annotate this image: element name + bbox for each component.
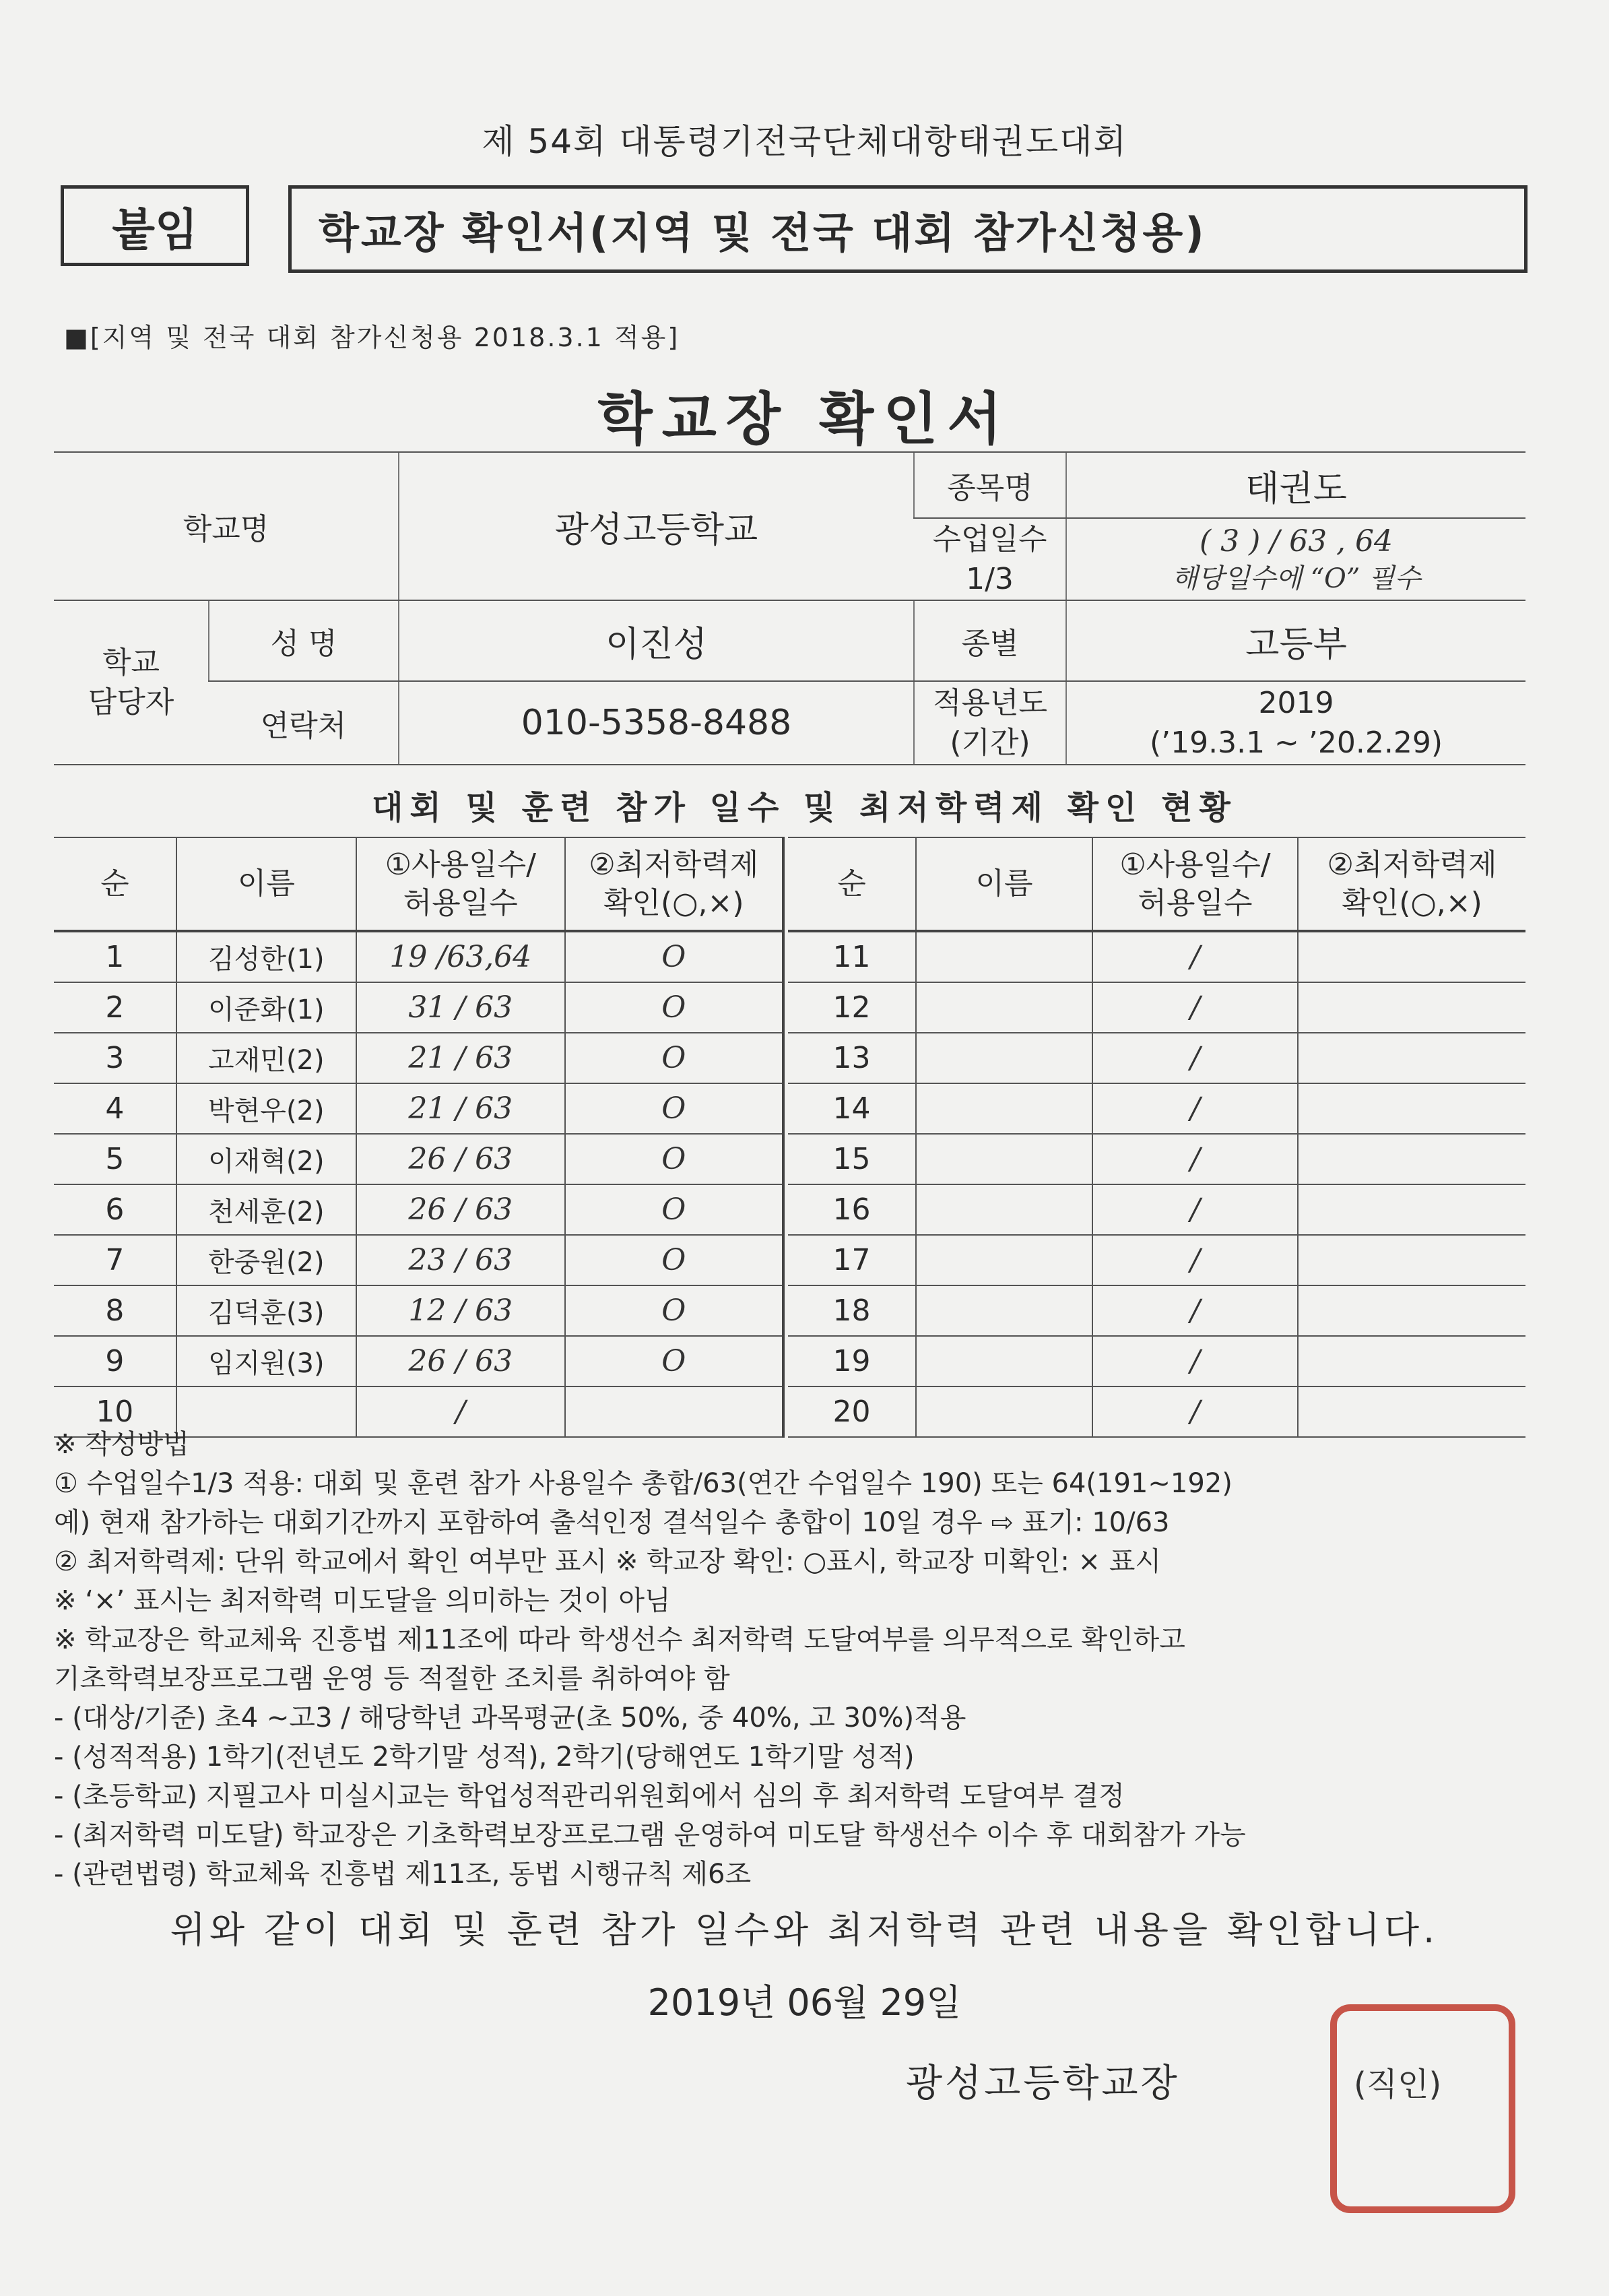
row-number: 11 <box>788 931 916 982</box>
school-days-note: 해당일수에 “O” 필수 <box>1171 563 1421 594</box>
min-academic-check: O <box>565 1134 783 1184</box>
row-number: 17 <box>788 1235 916 1285</box>
header-days: ①사용일수/ 허용일수 <box>1092 837 1298 931</box>
student-name <box>916 1235 1092 1285</box>
table-row <box>788 1134 1525 1184</box>
student-name <box>916 1134 1092 1184</box>
used-days: / <box>1092 1336 1298 1386</box>
row-number: 2 <box>54 982 176 1033</box>
min-academic-check: O <box>565 1033 783 1083</box>
table-row <box>54 1235 783 1285</box>
min-academic-check <box>1298 1134 1525 1184</box>
status-table-right <box>788 837 1525 1438</box>
student-name <box>916 1033 1092 1083</box>
student-name <box>916 931 1092 982</box>
table-row <box>54 1033 783 1083</box>
year-cell <box>1066 681 1525 765</box>
min-academic-check: O <box>565 1083 783 1134</box>
applied-note: ■[지역 및 전국 대회 참가신청용 2018.3.1 적용] <box>64 323 680 352</box>
principal-name: 광성고등학교장 <box>906 2062 1180 2105</box>
used-days: 26 / 63 <box>356 1184 565 1235</box>
contact-value: 010-5358-8488 <box>399 681 914 765</box>
contest-name: 제 54회 대통령기전국단체대항태권도대회 <box>482 122 1127 161</box>
header-days: ①사용일수/ 허용일수 <box>356 837 565 931</box>
used-days: 26 / 63 <box>356 1336 565 1386</box>
used-days: 31 / 63 <box>356 982 565 1033</box>
used-days: / <box>1092 931 1298 982</box>
used-days: / <box>356 1386 565 1437</box>
student-name: 임지원(3) <box>176 1336 356 1386</box>
year-label: 적용년도 (기간) <box>914 681 1066 765</box>
used-days: / <box>1092 1134 1298 1184</box>
student-name <box>916 1336 1092 1386</box>
seal-mark: (직인) <box>1354 2066 1442 2103</box>
row-number: 10 <box>54 1386 176 1437</box>
attachment-tag: 붙임 <box>61 185 249 266</box>
min-academic-check <box>1298 1083 1525 1134</box>
instruction-line: ② 최저학력제: 단위 학교에서 확인 여부만 표시 ※ 학교장 확인: ○표시, 학교장 미확인: × 표시 <box>54 1546 1162 1577</box>
table-row <box>54 931 783 982</box>
used-days: 21 / 63 <box>356 1033 565 1083</box>
used-days: / <box>1092 1386 1298 1437</box>
student-name <box>916 1285 1092 1336</box>
student-name: 김덕훈(3) <box>176 1285 356 1336</box>
min-academic-check <box>1298 982 1525 1033</box>
school-days-label: 수업일수 1/3 <box>914 518 1066 600</box>
min-academic-check: O <box>565 931 783 982</box>
row-number: 13 <box>788 1033 916 1083</box>
used-days: / <box>1092 1235 1298 1285</box>
min-academic-check: O <box>565 1184 783 1235</box>
table-row <box>788 982 1525 1033</box>
confirmation-text: 위와 같이 대회 및 훈련 참가 일수와 최저학력 관련 내용을 확인합니다. <box>170 1909 1439 1951</box>
table-row <box>788 1336 1525 1386</box>
student-name: 이준화(1) <box>176 982 356 1033</box>
sport-value: 태권도 <box>1066 452 1525 518</box>
year-value: 2019 <box>1258 685 1334 720</box>
used-days: / <box>1092 1083 1298 1134</box>
table-row <box>54 1184 783 1235</box>
school-days-value: ( 3 ) / 63 , 64 <box>1199 524 1393 559</box>
instruction-line: 기초학력보장프로그램 운영 등 적절한 조치를 취하여야 함 <box>54 1663 730 1694</box>
contact-label: 연락처 <box>209 681 399 765</box>
used-days: 12 / 63 <box>356 1285 565 1336</box>
instruction-line: - (대상/기준) 초4 ~고3 / 해당학년 과목평균(초 50%, 중 40%, 고 30%)적용 <box>54 1702 966 1733</box>
row-number: 19 <box>788 1336 916 1386</box>
min-academic-check: O <box>565 1336 783 1386</box>
period-value: (’19.3.1 ~ ’20.2.29) <box>1149 726 1443 760</box>
instruction-line: ※ 작성방법 <box>54 1429 189 1460</box>
table-row <box>54 982 783 1033</box>
row-number: 1 <box>54 931 176 982</box>
instruction-line: 예) 현재 참가하는 대회기간까지 포함하여 출석인정 결석일수 총합이 10일 경우 ⇨ 표기: 10/63 <box>54 1507 1170 1538</box>
row-number: 5 <box>54 1134 176 1184</box>
student-name: 김성한(1) <box>176 931 356 982</box>
used-days: / <box>1092 1033 1298 1083</box>
instruction-line: - (최저학력 미도달) 학교장은 기초학력보장프로그램 운영하여 미도달 학생선수 이수 후 대회참가 가능 <box>54 1820 1246 1851</box>
status-title: 대회 및 훈련 참가 일수 및 최저학력제 확인 현황 <box>372 789 1237 827</box>
used-days: 21 / 63 <box>356 1083 565 1134</box>
min-academic-check <box>1298 1336 1525 1386</box>
instruction-line: ※ 학교장은 학교체육 진흥법 제11조에 따라 학생선수 최저학력 도달여부를 의무적으로 확인하고 <box>54 1624 1185 1655</box>
table-row <box>788 1033 1525 1083</box>
student-name: 이재혁(2) <box>176 1134 356 1184</box>
row-number: 3 <box>54 1033 176 1083</box>
official-seal-stamp <box>1330 2004 1515 2213</box>
row-number: 15 <box>788 1134 916 1184</box>
instruction-line: - (관련법령) 학교체육 진흥법 제11조, 동법 시행규칙 제6조 <box>54 1859 752 1890</box>
used-days: 19 /63,64 <box>356 931 565 982</box>
status-table-left <box>54 837 785 1438</box>
min-academic-check <box>1298 1285 1525 1336</box>
min-academic-check <box>1298 1235 1525 1285</box>
header-name: 이름 <box>176 837 356 931</box>
row-number: 9 <box>54 1336 176 1386</box>
school-name: 광성고등학교 <box>399 452 914 600</box>
division-value: 고등부 <box>1066 600 1525 681</box>
used-days: 23 / 63 <box>356 1235 565 1285</box>
name-label: 성 명 <box>209 600 399 681</box>
table-row <box>788 1235 1525 1285</box>
issue-date: 2019년 06월 29일 <box>647 1981 962 2024</box>
student-name: 천세훈(2) <box>176 1184 356 1235</box>
row-number: 20 <box>788 1386 916 1437</box>
table-row <box>54 1336 783 1386</box>
table-row <box>788 931 1525 982</box>
table-row <box>788 1184 1525 1235</box>
header-no: 순 <box>54 837 176 931</box>
division-label: 종별 <box>914 600 1066 681</box>
info-table <box>54 451 1525 765</box>
min-academic-check <box>1298 1184 1525 1235</box>
row-number: 16 <box>788 1184 916 1235</box>
row-number: 18 <box>788 1285 916 1336</box>
header-no: 순 <box>788 837 916 931</box>
used-days: 26 / 63 <box>356 1134 565 1184</box>
sport-label: 종목명 <box>914 452 1066 518</box>
student-name: 한중원(2) <box>176 1235 356 1285</box>
header-name: 이름 <box>916 837 1092 931</box>
table-row <box>788 1285 1525 1336</box>
row-number: 14 <box>788 1083 916 1134</box>
row-number: 8 <box>54 1285 176 1336</box>
school-days-cell <box>1066 518 1525 600</box>
min-academic-check: O <box>565 982 783 1033</box>
row-number: 12 <box>788 982 916 1033</box>
row-number: 7 <box>54 1235 176 1285</box>
table-row <box>54 1134 783 1184</box>
student-name <box>916 1083 1092 1134</box>
instruction-line: ① 수업일수1/3 적용: 대회 및 훈련 참가 사용일수 총합/63(연간 수업일수 190) 또는 64(191~192) <box>54 1468 1233 1499</box>
student-name <box>916 1184 1092 1235</box>
table-row <box>788 1083 1525 1134</box>
used-days: / <box>1092 1184 1298 1235</box>
document-heading: 학교장 확인서(지역 및 전국 대회 참가신청용) <box>288 185 1528 273</box>
instruction-line: ※ ‘×’ 표시는 최저학력 미도달을 의미하는 것이 아님 <box>54 1585 671 1616</box>
table-row <box>54 1083 783 1134</box>
header-check: ②최저학력제 확인(○,×) <box>1298 837 1525 931</box>
row-number: 4 <box>54 1083 176 1134</box>
min-academic-check: O <box>565 1285 783 1336</box>
used-days: / <box>1092 982 1298 1033</box>
student-name: 고재민(2) <box>176 1033 356 1083</box>
row-number: 6 <box>54 1184 176 1235</box>
min-academic-check <box>1298 1033 1525 1083</box>
instruction-line: - (초등학교) 지필고사 미실시교는 학업성적관리위원회에서 심의 후 최저학력 도달여부 결정 <box>54 1781 1125 1812</box>
page-title: 학교장 확인서 <box>597 386 1012 452</box>
student-name: 박현우(2) <box>176 1083 356 1134</box>
header-check: ②최저학력제 확인(○,×) <box>565 837 783 931</box>
manager-name: 이진성 <box>399 600 914 681</box>
student-name <box>916 982 1092 1033</box>
table-row <box>54 1285 783 1336</box>
min-academic-check <box>1298 931 1525 982</box>
writing-instructions <box>54 1425 1536 1894</box>
manager-label: 학교 담당자 <box>54 600 209 765</box>
used-days: / <box>1092 1285 1298 1336</box>
school-label: 학교명 <box>54 452 399 600</box>
instruction-line: - (성적적용) 1학기(전년도 2학기말 성적), 2학기(당해연도 1학기말 성적) <box>54 1742 915 1773</box>
min-academic-check: O <box>565 1235 783 1285</box>
